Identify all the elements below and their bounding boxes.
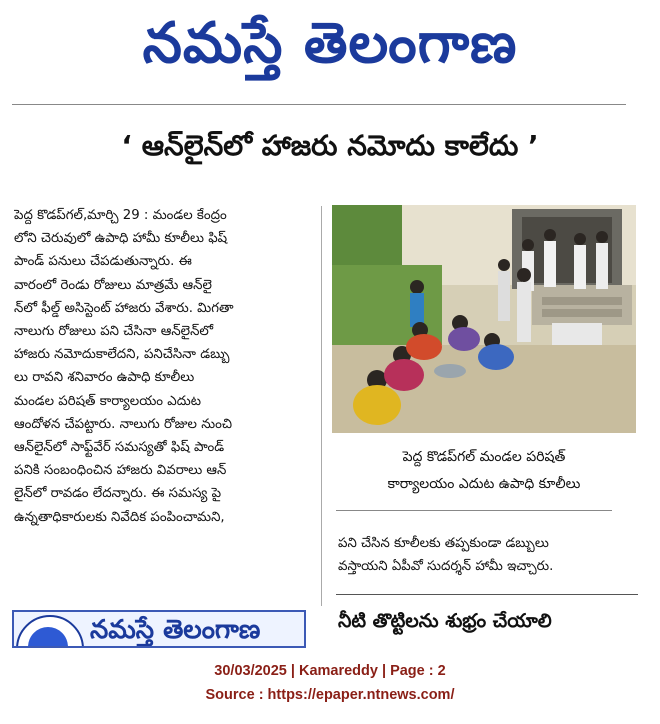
body-line: హాజరు నమోదుకాలేదని, పనిచేసినా డబ్బు bbox=[14, 347, 230, 363]
body-line: పెద్ద కొడప్‌గల్,మార్చి 29 : మండల కేంద్రం bbox=[14, 208, 227, 223]
continuation-line: వస్తాయని ఏపీవో సుదర్శన్ హామీ ఇచ్చారు. bbox=[338, 559, 554, 575]
masthead bbox=[0, 0, 660, 100]
masthead-divider bbox=[12, 104, 626, 105]
logo-emblem bbox=[28, 627, 68, 648]
body-line: లైన్‌లో రావడం లేదన్నారు. ఈ సమస్య పై bbox=[14, 486, 222, 502]
page-footer bbox=[0, 656, 660, 724]
article-headline: ‘ ఆన్‌లైన్‌లో హాజరు నమోదు కాలేదు ’ bbox=[121, 129, 539, 162]
body-line: నాలుగు రోజులు పని చేసినా ఆన్‌లైన్‌లో bbox=[14, 324, 214, 340]
body-line: వారంలో రెండు రోజులు మాత్రమే ఆన్‌లై bbox=[14, 277, 212, 293]
next-article-headline: నీటి తొట్టిలను శుభ్రం చేయాలి bbox=[338, 610, 552, 632]
continuation-line: పని చేసిన కూలీలకు తప్పకుండా డబ్బులు bbox=[338, 536, 549, 551]
newspaper-logo-icon bbox=[16, 615, 84, 648]
promo-banner bbox=[12, 610, 306, 648]
body-line: లోని చెరువులో ఉపాధి హామీ కూలీలు ఫిష్ bbox=[14, 231, 228, 247]
news-photo bbox=[332, 205, 636, 433]
body-line: లు రావని శనివారం ఉపాధి కూలీలు bbox=[14, 370, 195, 386]
photo-illustration bbox=[332, 205, 636, 433]
section-divider bbox=[336, 594, 638, 595]
body-line: ఆందోళన చేపట్టారు. నాలుగు రోజుల నుంచి bbox=[14, 416, 233, 432]
promo-title: నమస్తే తెలంగాణ bbox=[90, 615, 261, 645]
caption-line: కార్యాలయం ఎదుట ఉపాధి కూలీలు bbox=[387, 476, 581, 492]
caption-divider bbox=[336, 510, 612, 511]
body-line: మండల పరిషత్ కార్యాలయం ఎదుట bbox=[14, 393, 201, 409]
photo-caption bbox=[332, 444, 636, 498]
article-continuation bbox=[338, 532, 638, 578]
masthead-title: నమస్తే తెలంగాణ bbox=[142, 11, 518, 76]
body-line: పనికి సంబంధించిన హాజరు వివరాలు ఆన్ bbox=[14, 463, 227, 479]
column-divider bbox=[321, 206, 322, 606]
caption-line: పెద్ద కొడప్‌గల్ మండల పరిషత్ bbox=[402, 449, 566, 465]
body-line: ఆన్‌లైన్‌లో సాఫ్ట్‌వేర్ సమస్యతో ఫిష్ పాండ్ bbox=[14, 440, 225, 456]
body-line: న్‌లో ఫీల్డ్ అసిస్టెంట్ హాజరు వేశారు. మిగతా bbox=[14, 300, 234, 316]
edition-info: 30/03/2025 | Kamareddy | Page : 2 bbox=[214, 663, 446, 679]
body-line: ఉన్నతాధికారులకు నివేదిక పంపించామని, bbox=[14, 509, 225, 525]
body-line: పాండ్ పనులు చేపడుతున్నారు. ఈ bbox=[14, 254, 192, 270]
source-link[interactable]: Source : https://epaper.ntnews.com/ bbox=[205, 687, 455, 703]
article-body bbox=[14, 204, 310, 529]
